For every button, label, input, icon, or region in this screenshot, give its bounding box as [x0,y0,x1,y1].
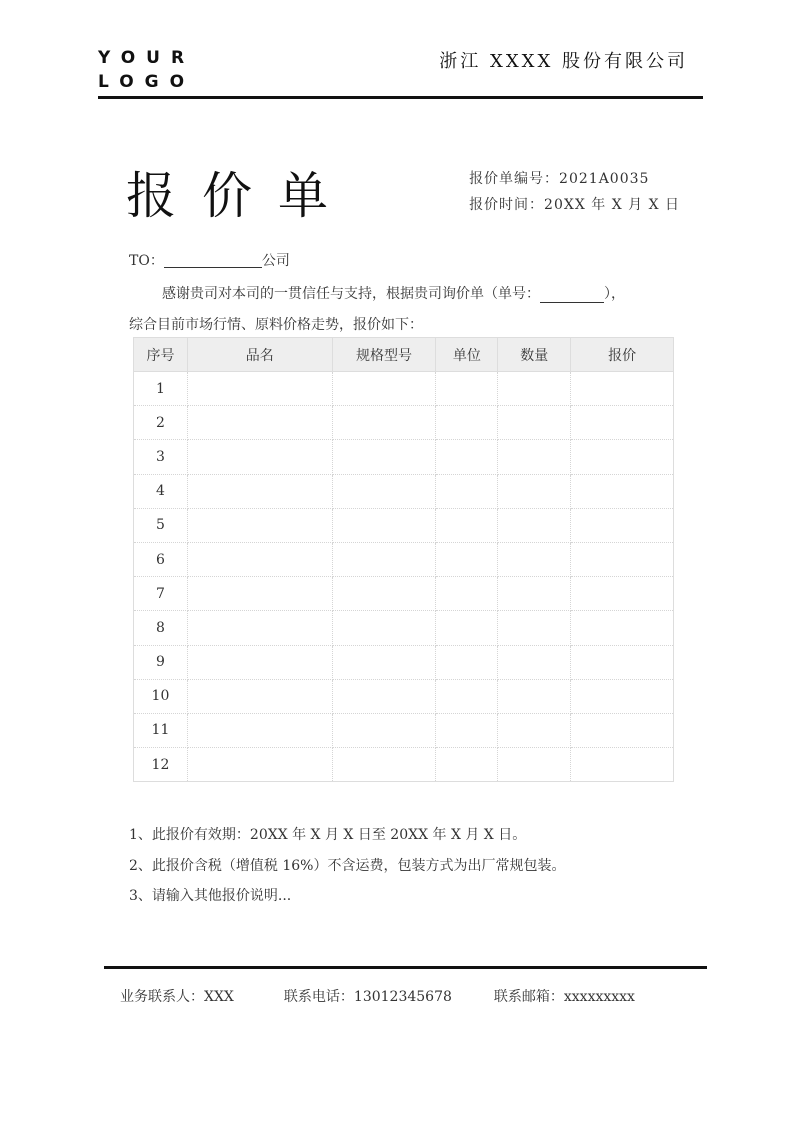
table-row [134,748,674,782]
row-unit-cell[interactable] [436,577,498,611]
header-divider [98,96,703,99]
row-quantity-cell[interactable] [498,440,571,474]
row-index: 7 [134,577,188,611]
row-product-cell[interactable] [187,679,332,713]
table-row [134,474,674,508]
row-index: 9 [134,645,188,679]
row-product-cell[interactable] [187,748,332,782]
header-spec: 规格型号 [332,338,436,372]
footer-divider [104,966,707,969]
row-product-cell[interactable] [187,440,332,474]
logo-line-2: LOGO [98,72,196,92]
table-row [134,577,674,611]
row-product-cell[interactable] [187,406,332,440]
row-spec-cell[interactable] [332,542,436,576]
table-row [134,645,674,679]
header-index: 序号 [134,338,188,372]
row-product-cell[interactable] [187,542,332,576]
intro-line-2: 综合目前市场行情、原料价格走势，报价如下： [129,317,423,333]
note-2: 2、此报价含税（增值税 16%）不含运费，包装方式为出厂常规包装。 [129,857,566,874]
table-row [134,440,674,474]
row-quantity-cell[interactable] [498,748,571,782]
row-quantity-cell[interactable] [498,474,571,508]
row-price-cell[interactable] [571,611,674,645]
row-product-cell[interactable] [187,645,332,679]
row-index: 11 [134,713,188,747]
recipient-company-blank[interactable] [164,254,262,268]
recipient-line [129,250,290,270]
row-spec-cell[interactable] [332,508,436,542]
row-unit-cell[interactable] [436,611,498,645]
row-quantity-cell[interactable] [498,508,571,542]
row-product-cell[interactable] [187,577,332,611]
row-unit-cell[interactable] [436,713,498,747]
row-quantity-cell[interactable] [498,645,571,679]
row-spec-cell[interactable] [332,474,436,508]
table-row [134,406,674,440]
row-quantity-cell[interactable] [498,372,571,406]
intro-line-1 [162,283,625,303]
intro-text-2: ）， [604,286,625,302]
row-index: 1 [134,372,188,406]
row-spec-cell[interactable] [332,713,436,747]
row-product-cell[interactable] [187,611,332,645]
row-spec-cell[interactable] [332,577,436,611]
row-index: 4 [134,474,188,508]
row-index: 8 [134,611,188,645]
table-row [134,679,674,713]
row-price-cell[interactable] [571,713,674,747]
row-spec-cell[interactable] [332,440,436,474]
row-price-cell[interactable] [571,440,674,474]
row-spec-cell[interactable] [332,748,436,782]
row-index: 2 [134,406,188,440]
row-price-cell[interactable] [571,645,674,679]
row-price-cell[interactable] [571,406,674,440]
table-row [134,542,674,576]
row-spec-cell[interactable] [332,406,436,440]
row-unit-cell[interactable] [436,440,498,474]
row-quantity-cell[interactable] [498,542,571,576]
row-index: 5 [134,508,188,542]
company-logo [98,46,195,94]
footer-email: 联系邮箱：xxxxxxxxx [493,989,635,1005]
intro-text-1: 感谢贵司对本司的一贯信任与支持，根据贵司询价单（单号： [162,286,540,302]
note-3: 3、请输入其他报价说明... [129,888,292,904]
table-row [134,611,674,645]
quote-meta [469,166,680,218]
row-index: 12 [134,748,188,782]
row-price-cell[interactable] [571,542,674,576]
logo-line-1: YOUR [98,48,196,68]
row-product-cell[interactable] [187,372,332,406]
row-product-cell[interactable] [187,508,332,542]
footer-phone: 联系电话：13012345678 [283,989,452,1005]
row-price-cell[interactable] [571,748,674,782]
document-title: 报价单 [126,167,354,225]
row-price-cell[interactable] [571,679,674,713]
row-product-cell[interactable] [187,474,332,508]
row-spec-cell[interactable] [332,679,436,713]
row-price-cell[interactable] [571,474,674,508]
footer-contact-person: 业务联系人：XXX [120,989,234,1005]
order-number-blank[interactable] [540,289,604,303]
header-price: 报价 [571,338,674,372]
row-unit-cell[interactable] [436,542,498,576]
table-row [134,508,674,542]
row-unit-cell[interactable] [436,372,498,406]
row-quantity-cell[interactable] [498,713,571,747]
row-quantity-cell[interactable] [498,406,571,440]
row-index: 6 [134,542,188,576]
row-unit-cell[interactable] [436,679,498,713]
row-quantity-cell[interactable] [498,611,571,645]
row-product-cell[interactable] [187,713,332,747]
footer-contacts [120,986,635,1006]
note-1: 1、此报价有效期：20XX 年 X 月 X 日至 20XX 年 X 月 X 日。 [129,827,527,843]
quote-table [133,337,674,782]
row-unit-cell[interactable] [436,645,498,679]
recipient-prefix: TO： [129,253,164,269]
table-row [134,713,674,747]
header-unit: 单位 [436,338,498,372]
row-spec-cell[interactable] [332,611,436,645]
row-unit-cell[interactable] [436,406,498,440]
row-spec-cell[interactable] [332,645,436,679]
header-quantity: 数量 [498,338,571,372]
table-row [134,372,674,406]
table-header-row [134,338,674,372]
row-price-cell[interactable] [571,577,674,611]
row-index: 10 [134,679,188,713]
row-unit-cell[interactable] [436,748,498,782]
company-name: 浙江 XXXX 股份有限公司 [439,51,688,72]
quote-number: 报价单编号：2021A0035 [469,171,650,187]
row-index: 3 [134,440,188,474]
row-unit-cell[interactable] [436,474,498,508]
row-spec-cell[interactable] [332,372,436,406]
recipient-suffix: 公司 [261,253,290,269]
quote-time: 报价时间：20XX 年 X 月 X 日 [469,197,680,213]
row-price-cell[interactable] [571,508,674,542]
quote-notes [129,820,565,912]
header-product: 品名 [187,338,332,372]
row-unit-cell[interactable] [436,508,498,542]
row-quantity-cell[interactable] [498,679,571,713]
row-quantity-cell[interactable] [498,577,571,611]
row-price-cell[interactable] [571,372,674,406]
